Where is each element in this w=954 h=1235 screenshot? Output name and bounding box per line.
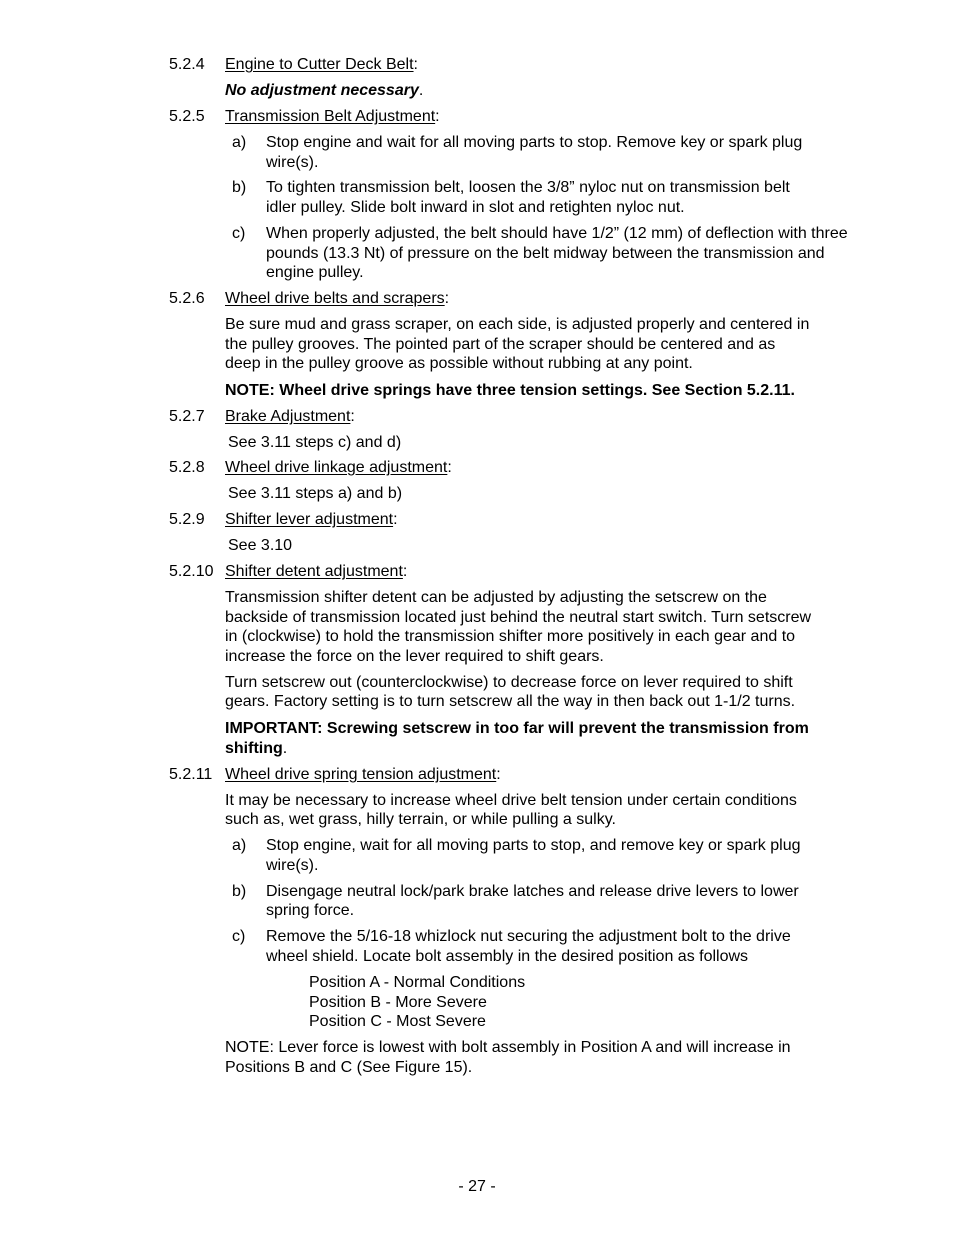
section-title: Engine to Cutter Deck Belt: [225, 56, 414, 73]
reference-text: See 3.11 steps c) and d): [228, 434, 402, 451]
step-text: Remove the 5/16-18 whizlock nut securing the adjustment bolt to the drive: [266, 928, 791, 945]
section-number: 5.2.7: [169, 408, 205, 425]
step-text: To tighten transmission belt, loosen the 3/8” nyloc nut on transmission belt: [266, 179, 790, 196]
section-heading: [225, 55, 418, 75]
heading-colon: :: [393, 511, 398, 528]
position-item: Position A - Normal Conditions: [309, 974, 526, 991]
heading-colon: :: [413, 56, 418, 73]
reference-text: See 3.11 steps a) and b): [228, 485, 403, 502]
section-title: Wheel drive linkage adjustment: [225, 459, 448, 476]
body-text: increase the force on the lever required to shift gears.: [225, 648, 604, 665]
heading-colon: :: [402, 563, 408, 580]
section-title: Shifter detent adjustment: [225, 563, 403, 580]
heading-colon: :: [447, 459, 452, 476]
position-item: Position B - More Severe: [309, 994, 487, 1011]
section-heading: [225, 458, 452, 478]
section-title: Brake Adjustment: [225, 408, 351, 425]
section-heading: [225, 765, 501, 785]
section-heading: [225, 510, 398, 530]
body-text: gears. Factory setting is to turn setscrew all the way in then back out 1-1/2 turns.: [225, 693, 796, 710]
section-heading: [225, 407, 355, 427]
body-text: It may be necessary to increase wheel drive belt tension under certain conditions: [225, 792, 797, 809]
step-text: spring force.: [266, 902, 355, 919]
position-item: Position C - Most Severe: [309, 1013, 486, 1030]
body-text: in (clockwise) to hold the transmission shifter more positively in each gear and to: [225, 628, 796, 645]
step-text: Stop engine, wait for all moving parts to stop, and remove key or spark plug: [266, 837, 801, 854]
step-text: wire(s).: [266, 857, 319, 874]
heading-colon: :: [496, 766, 501, 783]
tension-note: NOTE: Wheel drive springs have three tension settings. See Section 5.2.11.: [225, 382, 795, 399]
page-number: - 27 -: [458, 1178, 496, 1195]
step-label: a): [232, 134, 247, 151]
no-adjustment-note: [225, 81, 423, 101]
section-number: 5.2.10: [169, 563, 214, 580]
body-text: the pulley grooves. The pointed part of the scraper should be centered and as: [225, 336, 776, 353]
body-text: backside of transmission located just behind the neutral start switch. Turn setscrew: [225, 609, 812, 626]
heading-colon: :: [350, 408, 355, 425]
step-text: wheel shield. Locate bolt assembly in the desired position as follows: [266, 948, 749, 965]
section-number: 5.2.5: [169, 108, 205, 125]
step-text: Stop engine and wait for all moving parts to stop. Remove key or spark plug: [266, 134, 803, 151]
note-text: No adjustment necessary: [225, 82, 419, 99]
step-label: b): [232, 883, 247, 900]
section-title: Transmission Belt Adjustment: [225, 108, 436, 125]
body-text: such as, wet grass, hilly terrain, or while pulling a sulky.: [225, 811, 616, 828]
section-title: Wheel drive belts and scrapers: [225, 290, 445, 307]
body-text: Be sure mud and grass scraper, on each side, is adjusted properly and centered in: [225, 316, 810, 333]
section-number: 5.2.4: [169, 56, 205, 73]
step-text: pounds (13.3 Nt) of pressure on the belt midway between the transmission and: [266, 245, 825, 262]
lever-force-note: NOTE: Lever force is lowest with bolt assembly in Position A and will increase in: [225, 1039, 791, 1056]
note-period: .: [282, 740, 288, 757]
heading-colon: :: [444, 290, 450, 307]
step-label: a): [232, 837, 247, 854]
heading-colon: :: [435, 108, 440, 125]
step-text: When properly adjusted, the belt should have 1/2” (12 mm) of deflection with three: [266, 225, 848, 242]
step-label: c): [232, 225, 246, 242]
body-text: Turn setscrew out (counterclockwise) to decrease force on lever required to shift: [225, 674, 793, 691]
step-text: engine pulley.: [266, 264, 364, 281]
section-number: 5.2.9: [169, 511, 205, 528]
section-heading: [225, 562, 407, 582]
important-note: IMPORTANT: Screwing setscrew in too far will prevent the transmission from: [225, 720, 809, 737]
important-text: shifting: [225, 740, 283, 757]
note-period: .: [418, 82, 424, 99]
important-note: [225, 739, 287, 759]
body-text: deep in the pulley groove as possible without rubbing at any point.: [225, 355, 693, 372]
section-number: 5.2.6: [169, 290, 205, 307]
section-number: 5.2.11: [169, 766, 213, 783]
section-title: Wheel drive spring tension adjustment: [225, 766, 497, 783]
section-heading: [225, 289, 449, 309]
section-heading: [225, 107, 440, 127]
body-text: Transmission shifter detent can be adjusted by adjusting the setscrew on the: [225, 589, 767, 606]
step-text: wire(s).: [266, 154, 319, 171]
lever-force-note: Positions B and C (See Figure 15).: [225, 1059, 473, 1076]
step-label: c): [232, 928, 246, 945]
section-title: Shifter lever adjustment: [225, 511, 394, 528]
reference-text: See 3.10: [228, 537, 293, 554]
step-text: Disengage neutral lock/park brake latches and release drive levers to lower: [266, 883, 799, 900]
step-label: b): [232, 179, 247, 196]
section-number: 5.2.8: [169, 459, 205, 476]
step-text: idler pulley. Slide bolt inward in slot and retighten nyloc nut.: [266, 199, 685, 216]
